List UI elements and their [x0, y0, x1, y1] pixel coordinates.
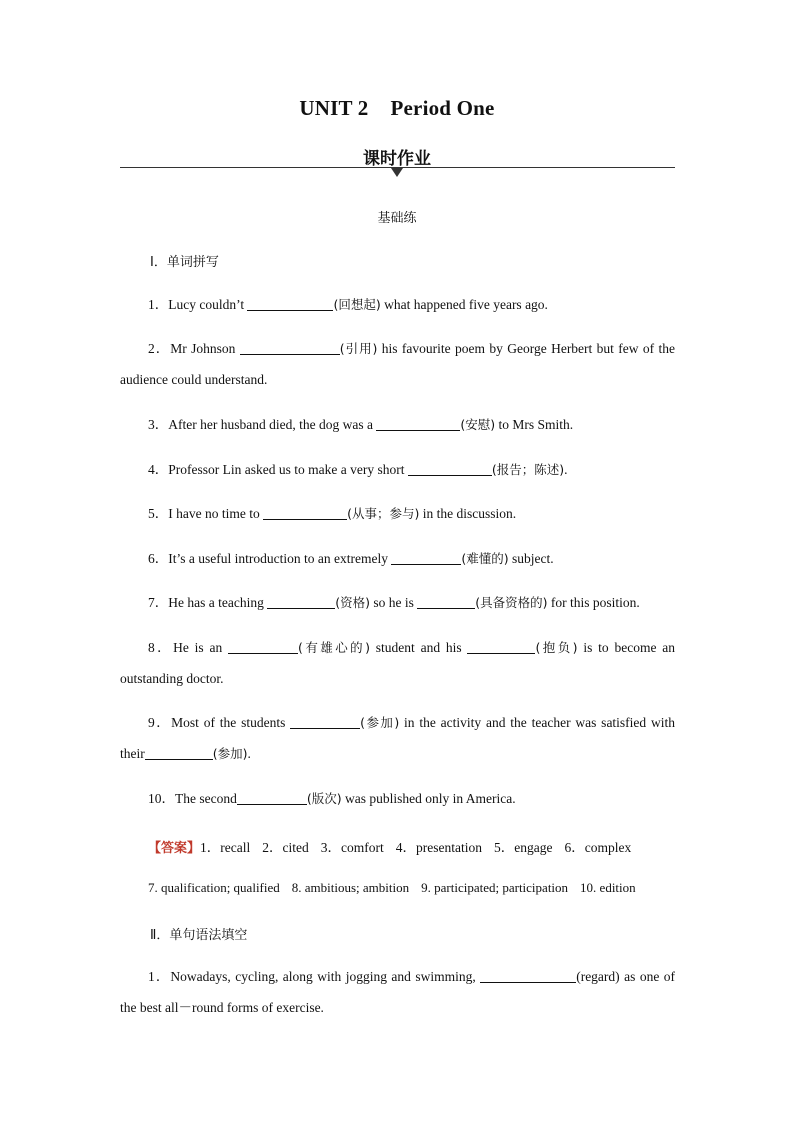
- section-heading: 基础练: [377, 211, 417, 226]
- answer-blank[interactable]: [290, 714, 360, 729]
- answer-blank[interactable]: [247, 296, 333, 311]
- answer-key-line2: 7. qualification; qualified 8. ambitious; ambition 9. participated; participation 10. edition: [148, 880, 636, 895]
- question-8: 8．He is an (有雄心的) student and his (抱负) is to become an outstanding doctor.: [120, 640, 675, 686]
- answer-blank[interactable]: [391, 550, 461, 565]
- answer-blank[interactable]: [240, 340, 340, 355]
- question-7: 7．He has a teaching (资格) so he is (具备资格的) for this position.: [148, 595, 640, 610]
- question-2: 2．Mr Johnson (引用) his favourite poem by George Herbert but few of the audience could understand.: [120, 341, 675, 387]
- question-3: 3．After her husband died, the dog was a (安慰) to Mrs Smith.: [148, 417, 574, 432]
- part2-heading: Ⅱ．单句语法填空: [150, 928, 248, 943]
- answer-key-line1: 【答案】1．recall 2．cited 3．comfort 4．presentation 5．engage 6．complex: [148, 840, 632, 856]
- question-4: 4．Professor Lin asked us to make a very short (报告；陈述).: [148, 462, 568, 477]
- question-1: 1．Lucy couldn’t (回想起) what happened five years ago.: [148, 297, 548, 312]
- answer-blank[interactable]: [228, 639, 298, 654]
- question-10: 10．The second (版次) was published only in America.: [148, 791, 516, 806]
- answer-label: 【答案】: [148, 841, 201, 856]
- answer-blank[interactable]: [480, 968, 576, 983]
- answer-blank[interactable]: [417, 594, 475, 609]
- answer-blank[interactable]: [376, 416, 460, 431]
- answer-blank[interactable]: [145, 745, 213, 760]
- answer-blank[interactable]: [237, 790, 307, 805]
- answer-blank[interactable]: [263, 505, 347, 520]
- triangle-down-icon: [391, 168, 403, 177]
- page-title: UNIT 2 Period One: [299, 96, 495, 120]
- question-6: 6．It’s a useful introduction to an extremely (难懂的) subject.: [148, 551, 554, 566]
- answer-blank[interactable]: [408, 461, 492, 476]
- answer-blank[interactable]: [467, 639, 535, 654]
- answer-blank[interactable]: [267, 594, 335, 609]
- page-subtitle: 课时作业: [363, 149, 431, 169]
- question-9: 9．Most of the students (参加) in the activity and the teacher was satisfied with their (参加).: [120, 715, 675, 761]
- question-5: 5．I have no time to (从事；参与) in the discussion.: [148, 506, 517, 521]
- grammar-question-1: 1．Nowadays, cycling, along with jogging and swimming, (regard) as one of the best all－round forms of exercise.: [120, 969, 676, 1015]
- part1-heading: Ⅰ．单词拼写: [150, 255, 219, 270]
